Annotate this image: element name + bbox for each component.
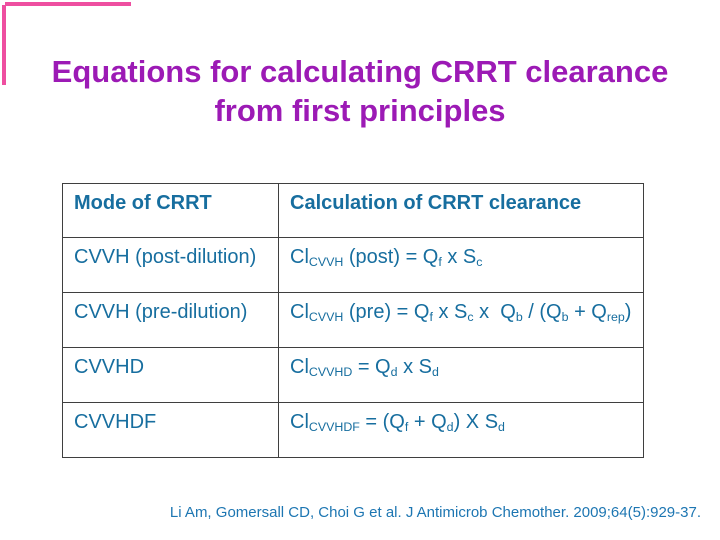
formula-text: = Q (352, 356, 391, 378)
mode-cell: CVVHD (63, 348, 279, 403)
formula-subscript: f (429, 309, 433, 324)
citation: Li Am, Gomersall CD, Choi G et al. J Antimicrob Chemother. 2009;64(5):929-37. (169, 504, 701, 521)
crrt-clearance-table (62, 183, 644, 458)
formula-cell (279, 348, 644, 403)
formula-subscript: CVVHDF (308, 419, 360, 434)
formula-text: x S (441, 246, 477, 268)
column-header-mode: Mode of CRRT (63, 184, 279, 238)
column-header-calculation: Calculation of CRRT clearance (279, 184, 644, 238)
table-row-cvvhd (63, 348, 644, 403)
formula-text: Cl (290, 356, 309, 378)
table-header-row (63, 184, 644, 238)
formula-subscript: CVVHD (308, 364, 353, 379)
formula-subscript: d (431, 364, 439, 379)
slide-title-line-2: from first principles (214, 93, 506, 128)
formula-subscript: CVVH (308, 309, 344, 324)
formula-text: x Q (473, 301, 516, 323)
table-row-cvvhdf (63, 403, 644, 458)
corner-accent-top-line (5, 2, 131, 6)
formula-subscript: CVVH (308, 254, 344, 269)
formula-subscript: c (476, 254, 483, 269)
slide-title-line-1: Equations for calculating CRRT clearance (51, 54, 669, 89)
formula-text: ) (624, 301, 632, 323)
formula-subscript: b (561, 309, 569, 324)
formula-subscript: d (390, 364, 398, 379)
formula-text: ) X S (453, 411, 499, 433)
formula-text: (pre) = Q (343, 301, 430, 323)
formula-text: + Q (568, 301, 607, 323)
formula-subscript: f (404, 419, 409, 434)
formula-text: + Q (408, 411, 447, 433)
slide-title (10, 52, 710, 130)
formula-cell (279, 293, 644, 348)
mode-cell: CVVH (pre-dilution) (63, 293, 279, 348)
formula-text: Cl (290, 411, 309, 433)
formula-text: x S (397, 356, 432, 378)
mode-cell: CVVH (post-dilution) (63, 238, 279, 293)
formula-subscript: rep (606, 309, 625, 324)
table-row-cvvh-pre (63, 293, 644, 348)
formula-text: = (Q (359, 411, 405, 433)
formula-cell (279, 403, 644, 458)
formula-text: x S (432, 301, 468, 323)
formula-cell (279, 238, 644, 293)
formula-subscript: c (467, 309, 474, 324)
table-row-cvvh-post (63, 238, 644, 293)
formula-text: / (Q (522, 301, 562, 323)
corner-accent-left-line (2, 5, 6, 85)
mode-cell: CVVHDF (63, 403, 279, 458)
formula-text: Cl (290, 301, 309, 323)
formula-subscript: f (438, 254, 442, 269)
formula-text: Cl (290, 246, 309, 268)
formula-subscript: b (515, 309, 523, 324)
formula-text: (post) = Q (343, 246, 439, 268)
formula-subscript: d (498, 419, 505, 434)
formula-subscript: d (446, 419, 454, 434)
